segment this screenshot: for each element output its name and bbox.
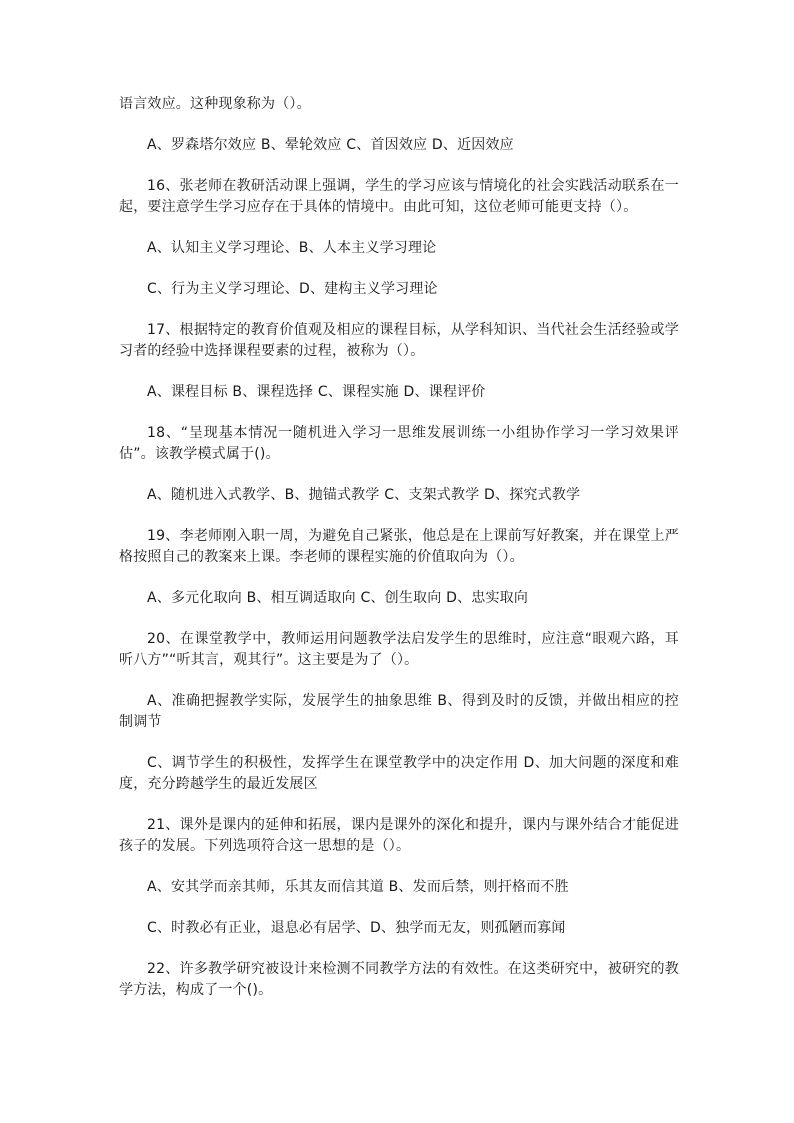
question-19-options: A、多元化取向 B、相互调适取向 C、创生取向 D、忠实取向 (147, 590, 529, 606)
question-18-options: A、随机进入式教学、B、抛锚式教学 C、支架式教学 D、探究式教学 (147, 487, 581, 503)
question-20-options-cd: C、调节学生的积极性，发挥学生在课堂教学中的决定作用 D、加大问题的深度和难度，充分跨越学生的最近发展区 (119, 755, 679, 792)
question-21-options-ab: A、安其学而亲其师，乐其友而信其道 B、发而后禁，则扞格而不胜 (147, 879, 569, 895)
question-21: 21、课外是课内的延伸和拓展，课内是课外的深化和提升，课内与课外结合才能促进孩子的发展。下列选项符合这一思想的是（）。 (119, 817, 679, 854)
document-page (119, 94, 679, 1021)
question-18: 18、“呈现基本情况一随机进入学习一思维发展训练一小组协作学习一学习效果评估”。该教学模式属于()。 (119, 425, 679, 462)
question-16-options-ab: A、认知主义学习理论、B、人本主义学习理论 (147, 240, 437, 256)
question-19: 19、李老师刚入职一周，为避免自己紧张，他总是在上课前写好教案，并在课堂上严格按照自己的教案来上课。李老师的课程实施的价值取向为（）。 (119, 528, 679, 565)
question-17-options: A、课程目标 B、课程选择 C、课程实施 D、课程评价 (147, 384, 486, 400)
question-15-continuation: 语言效应。这种现象称为（）。 (119, 96, 311, 112)
question-21-options-cd: C、时教必有正业，退息必有居学、D、独学而无友，则孤陋而寡闻 (147, 920, 566, 936)
question-20: 20、在课堂教学中，教师运用问题教学法启发学生的思维时，应注意“眼观六路，耳听八方”“听其言，观其行”。这主要是为了（）。 (119, 631, 679, 668)
question-20-options-ab: A、准确把握教学实际，发展学生的抽象思维 B、得到及时的反馈，并做出相应的控制调节 (119, 693, 679, 730)
question-15-options: A、罗森塔尔效应 B、晕轮效应 C、首因效应 D、近因效应 (147, 137, 514, 153)
question-16-options-cd: C、行为主义学习理论、D、建构主义学习理论 (147, 281, 438, 297)
question-22: 22、许多教学研究被设计来检测不同教学方法的有效性。在这类研究中，被研究的教学方法，构成了一个()。 (119, 961, 679, 998)
question-16: 16、张老师在教研活动课上强调，学生的学习应该与情境化的社会实践活动联系在一起，要注意学生学习应存在于具体的情境中。由此可知，这位老师可能更支持（）。 (119, 178, 679, 215)
question-17: 17、根据特定的教育价值观及相应的课程目标，从学科知识、当代社会生活经验或学习者的经验中选择课程要素的过程，被称为（）。 (119, 322, 679, 359)
